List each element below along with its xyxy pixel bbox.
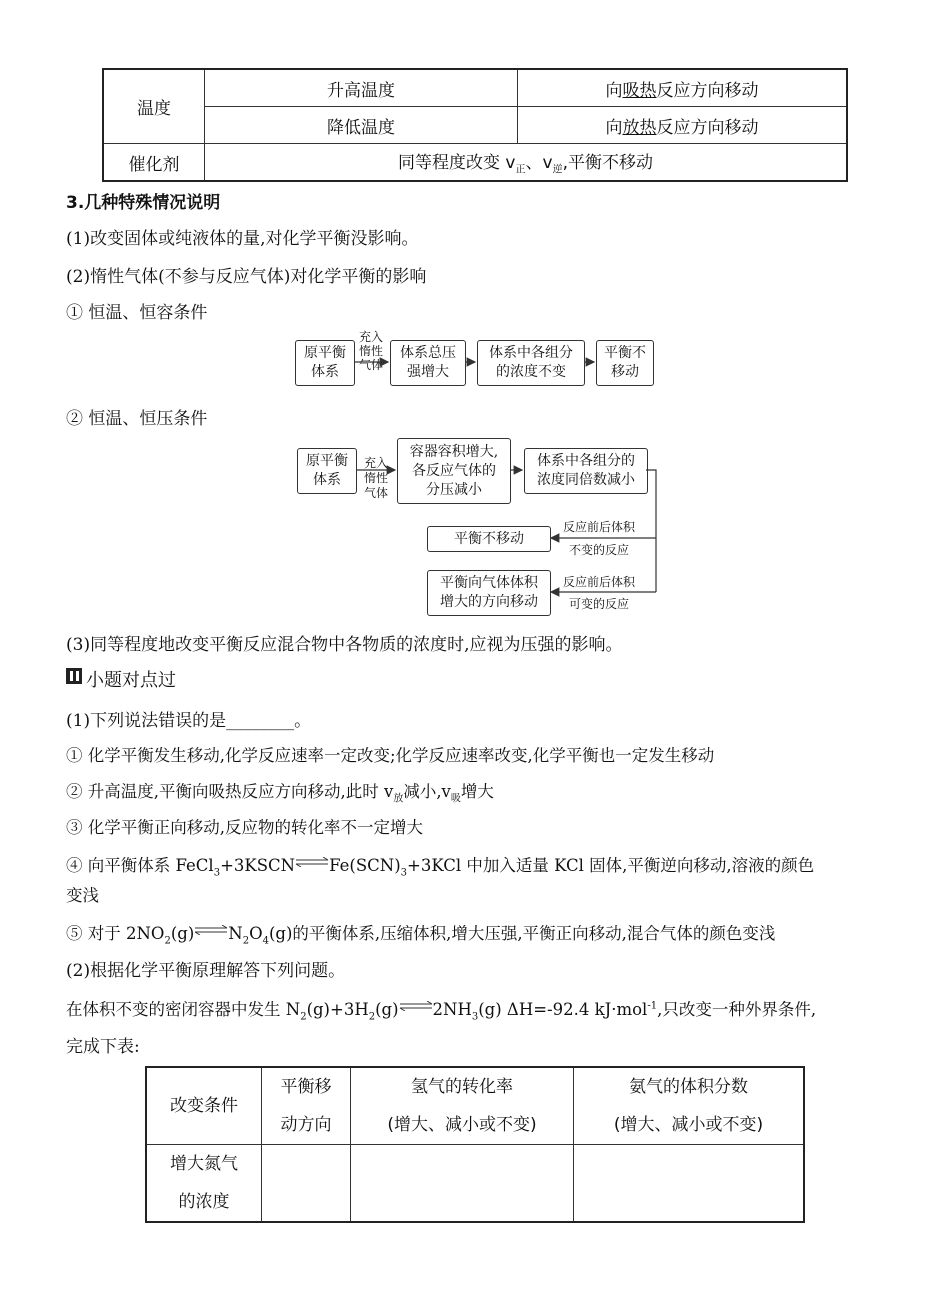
flow2-box-no-shift: 平衡不移动 bbox=[427, 526, 551, 552]
statement-4-cont: 变浅 bbox=[66, 886, 99, 905]
paragraph-1: (1)改变固体或纯液体的量,对化学平衡没影响。 bbox=[66, 229, 419, 249]
header-h2-conversion: 氢气的转化率 (增大、减小或不变) bbox=[351, 1067, 574, 1145]
catalyst-cell: 催化剂 bbox=[103, 144, 205, 182]
lower-effect-cell: 向放热反应方向移动 bbox=[518, 107, 848, 144]
statement-3: ③ 化学平衡正向移动,反应物的转化率不一定增大 bbox=[66, 818, 423, 837]
answer-cell-direction[interactable] bbox=[262, 1145, 351, 1223]
flow2-box-original: 原平衡 体系 bbox=[297, 448, 357, 494]
answer-cell-h2[interactable] bbox=[351, 1145, 574, 1223]
equilibrium-arrow-icon bbox=[295, 852, 329, 871]
flow2-arrow-label: 充入 惰性 气体 bbox=[363, 456, 388, 500]
flow2-label-unchanged-bottom: 不变的反应 bbox=[568, 543, 629, 557]
paragraph-2: (2)惰性气体(不参与反应气体)对化学平衡的影响 bbox=[66, 267, 427, 287]
row-increase-n2: 增大氮气 的浓度 bbox=[146, 1145, 262, 1223]
question-2: (2)根据化学平衡原理解答下列问题。 bbox=[66, 961, 346, 981]
practice-heading-icon bbox=[66, 668, 82, 684]
statement-4: ④ 向平衡体系 FeCl$_3$+3KSCN $Fe(SCN)_3+3KCl$ 中加入适量 KCl 固体,平衡逆向移动,溶液的颜色 bbox=[66, 852, 814, 878]
raise-effect-cell: 向吸热反应方向移动 bbox=[518, 69, 848, 107]
flow2-box-shift: 平衡向气体体积 增大的方向移动 bbox=[427, 570, 551, 616]
statement-5: ⑤ 对于 $2NO_2(g)$ $N_2O_4(g)$的平衡体系,压缩体积,增大压强,平衡正向移动,混合气体的颜色变浅 bbox=[66, 920, 775, 946]
statement-2: ② 升高温度,平衡向吸热反应方向移动,此时 $v_放$减小$,v_吸$增大 bbox=[66, 782, 494, 805]
header-shift-direction: 平衡移 动方向 bbox=[262, 1067, 351, 1145]
catalyst-effect-cell: 同等程度改变 $v_正$、$v_逆$,平衡不移动 bbox=[205, 144, 848, 182]
header-nh3-fraction: 氨气的体积分数 (增大、减小或不变) bbox=[574, 1067, 805, 1145]
answer-table bbox=[145, 1066, 805, 1223]
question-2-line1: 在体积不变的密闭容器中发生 $N_2(g)+3H_2(g)$ $2NH_3(g)$ ΔH=-92.4 kJ·mol$^{-1}$,只改变一种外界条件, bbox=[66, 996, 816, 1022]
flow2-box-volume: 容器容积增大, 各反应气体的 分压减小 bbox=[397, 438, 511, 504]
flow1-box-original: 原平衡 体系 bbox=[295, 340, 355, 386]
temperature-cell: 温度 bbox=[103, 69, 205, 144]
flow1-arrow-label: 充入 惰性 气体 bbox=[358, 330, 383, 372]
equilibrium-arrow-icon bbox=[399, 996, 433, 1015]
flow2-label-variable-top: 反应前后体积 bbox=[562, 575, 635, 589]
question-2-line2: 完成下表: bbox=[66, 1037, 140, 1057]
raise-temp-cell: 升高温度 bbox=[205, 69, 518, 107]
condition-2: ② 恒温、恒压条件 bbox=[66, 409, 208, 429]
flow1-box-pressure: 体系总压 强增大 bbox=[390, 340, 466, 386]
lower-temp-cell: 降低温度 bbox=[205, 107, 518, 144]
equilibrium-arrow-icon bbox=[194, 920, 228, 939]
flow2-label-variable-bottom: 可变的反应 bbox=[568, 597, 629, 611]
header-condition: 改变条件 bbox=[146, 1067, 262, 1145]
flow1-box-result: 平衡不 移动 bbox=[596, 340, 654, 386]
flow2-box-concentration: 体系中各组分的 浓度同倍数减小 bbox=[524, 448, 648, 494]
flow2-arrows bbox=[0, 0, 950, 640]
answer-cell-nh3[interactable] bbox=[574, 1145, 805, 1223]
section-title: 3.几种特殊情况说明 bbox=[66, 193, 221, 213]
question-1: (1)下列说法错误的是________。 bbox=[66, 711, 312, 731]
practice-heading: 小题对点过 bbox=[86, 670, 176, 691]
paragraph-3: (3)同等程度地改变平衡反应混合物中各物质的浓度时,应视为压强的影响。 bbox=[66, 635, 623, 655]
flow2-label-unchanged-top: 反应前后体积 bbox=[562, 520, 635, 534]
statement-1: ① 化学平衡发生移动,化学反应速率一定改变;化学反应速率改变,化学平衡也一定发生移动 bbox=[66, 746, 715, 765]
condition-1: ① 恒温、恒容条件 bbox=[66, 303, 208, 323]
flow1-box-concentration: 体系中各组分 的浓度不变 bbox=[477, 340, 585, 386]
